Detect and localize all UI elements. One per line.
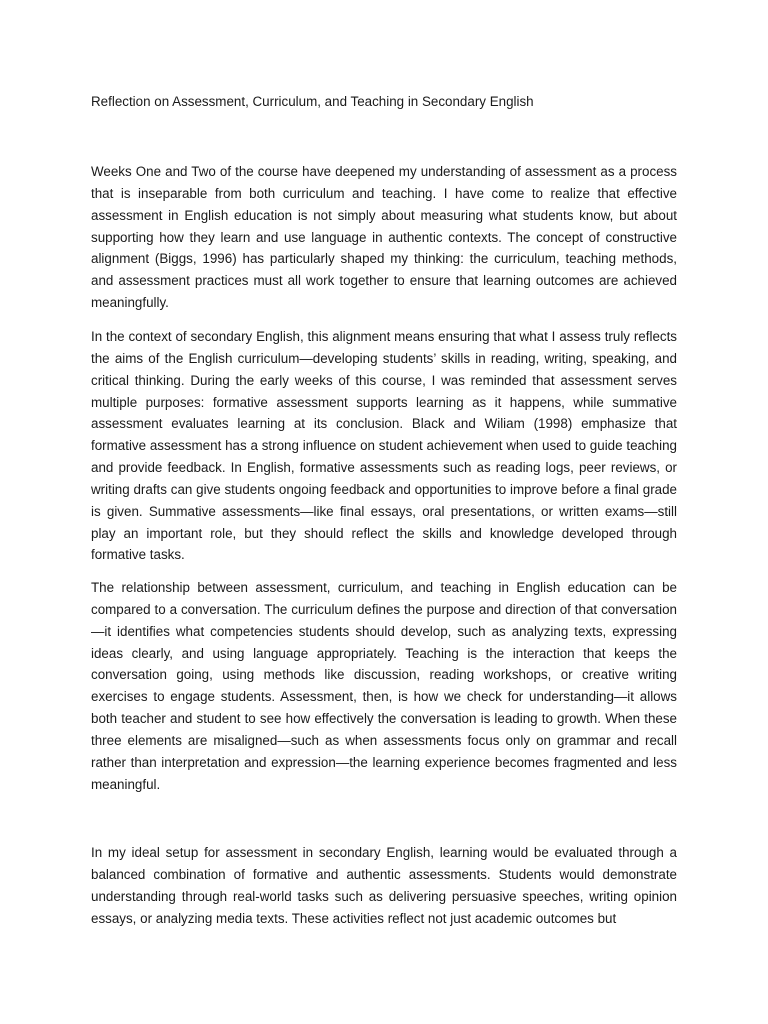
document-title: Reflection on Assessment, Curriculum, and Teaching in Secondary English: [91, 94, 534, 109]
paragraph-3: The relationship between assessment, curriculum, and teaching in English education can be compared to a conversation. The curriculum defines the purpose and direction of that conversation—it identifies what competencies students should develop, such as analyzing texts, expressing ideas clearly, and using language appropriately. Teaching is the interaction that keeps the conversation going, using methods like discussion, reading workshops, or creative writing exercises to engage students. Assessment, then, is how we check for understanding—it allows both teacher and student to see how effectively the conversation is leading to growth. When these three elements are misaligned—such as when assessments focus only on grammar and recall rather than interpretation and expression—the learning experience becomes fragmented and less meaningful.: [91, 580, 677, 792]
paragraph-1: Weeks One and Two of the course have deepened my understanding of assessment as a process that is inseparable from both curriculum and teaching. I have come to realize that effective assessment in English education is not simply about measuring what students know, but about supporting how they learn and use language in authentic contexts. The concept of constructive alignment (Biggs, 1996) has particularly shaped my thinking: the curriculum, teaching methods, and assessment practices must all work together to ensure that learning outcomes are achieved meaningfully.: [91, 164, 677, 311]
paragraph-2: In the context of secondary English, this alignment means ensuring that what I assess truly reflects the aims of the English curriculum—developing students’ skills in reading, writing, speaking, and critical thinking. During the early weeks of this course, I was reminded that assessment serves multiple purposes: formative assessment supports learning as it happens, while summative assessment evaluates learning at its conclusion. Black and Wiliam (1998) emphasize that formative assessment has a strong influence on student achievement when used to guide teaching and provide feedback. In English, formative assessments such as reading logs, peer reviews, or writing drafts can give students ongoing feedback and opportunities to improve before a final grade is given. Summative assessments—like final essays, oral presentations, or written exams—still play an important role, but they should reflect the skills and knowledge developed through formative tasks.: [91, 329, 677, 563]
paragraph-4: In my ideal setup for assessment in secondary English, learning would be evaluated through a balanced combination of formative and authentic assessments. Students would demonstrate understanding through real-world tasks such as delivering persuasive speeches, writing opinion essays, or analyzing media texts. These activities reflect not just academic outcomes but: [91, 845, 677, 926]
